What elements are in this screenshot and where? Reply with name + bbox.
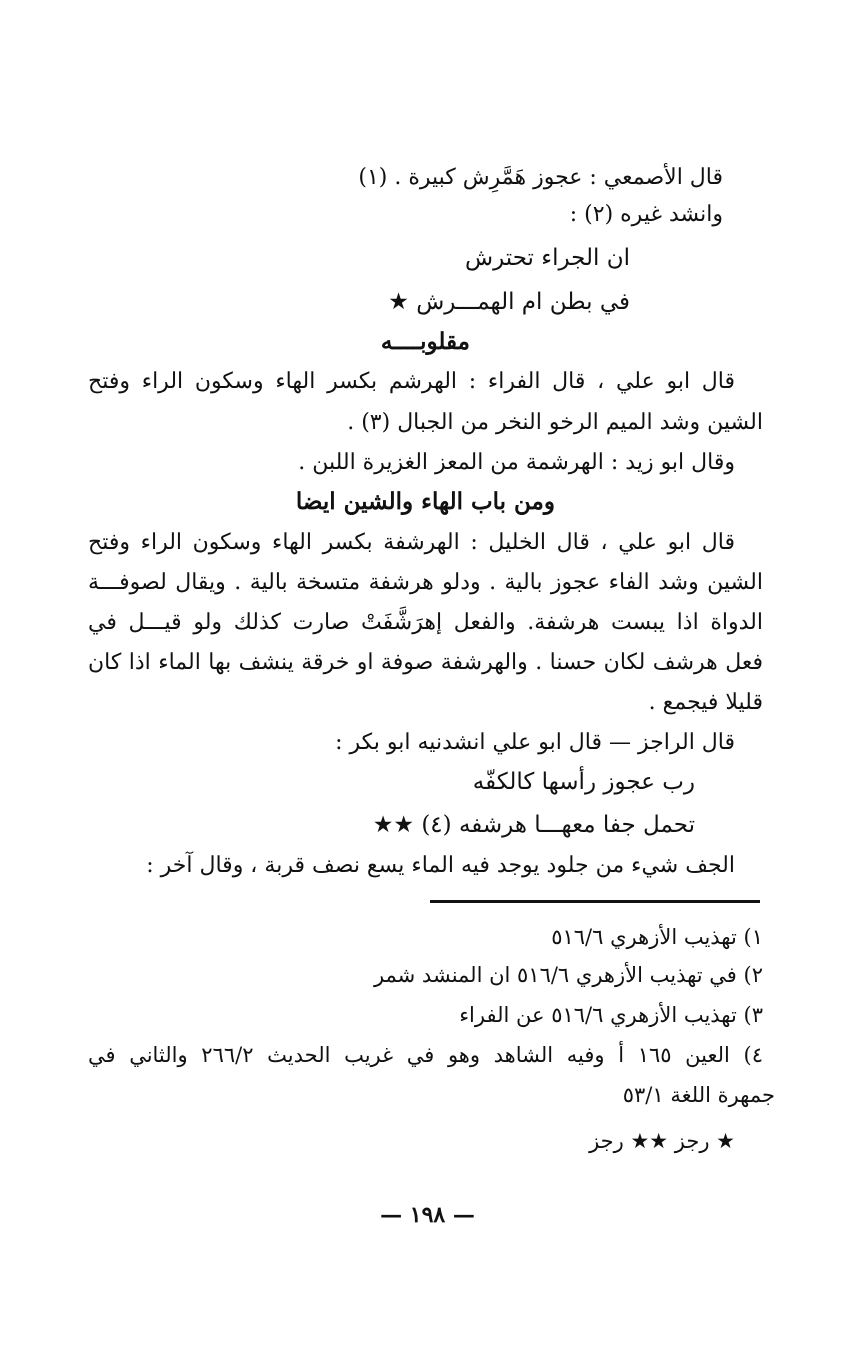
text-line: الجف شيء من جلود يوجد فيه الماء يسع نصف قربة ، وقال آخر :	[146, 853, 735, 878]
text-line: الشين وشد الفاء عجوز بالية . ودلو هرشفة متسخة بالية . ويقال لصوفـــة	[88, 570, 763, 595]
text-line: الشين وشد الميم الرخو النخر من الجبال (٣) .	[347, 410, 763, 435]
text-line: قليلا فيجمع .	[648, 690, 763, 715]
text-line: وانشد غيره (٢) :	[569, 202, 723, 227]
footnote-divider	[430, 900, 760, 903]
footnote: ١) تهذيب الأزهري ٥١٦/٦	[551, 925, 763, 949]
text-line: قال الراجز — قال ابو علي انشدنيه ابو بكر :	[335, 730, 735, 755]
text-line: قال ابو علي ، قال الخليل : الهرشفة بكسر الهاء وسكون الراء وفتح	[88, 530, 735, 555]
section-heading: مقلوبــــه	[380, 328, 470, 355]
text-line: فعل هرشف لكان حسنا . والهرشفة صوفة او خرقة ينشف بها الماء اذا كان	[88, 650, 763, 675]
verse-line: رب عجوز رأسها كالكفّه	[472, 769, 695, 795]
page-number: — ١٩٨ —	[380, 1202, 475, 1228]
footnote: جمهرة اللغة ٥٣/١	[622, 1083, 775, 1107]
verse-line: في بطن ام الهمـــرش ★	[388, 289, 630, 315]
footnote: ٤) العين ١٦٥ أ وفيه الشاهد وهو في غريب الحديث ٢٦٦/٢ والثاني في	[88, 1043, 763, 1067]
verse-line: تحمل جفا معهـــا هرشفه (٤) ★★	[372, 812, 695, 838]
meter-note: ★ رجز ★★ رجز	[589, 1129, 735, 1153]
text-line: الدواة اذا يبست هرشفة. والفعل إهرَشَّفَتْ صارت كذلك ولو قيـــل في	[88, 610, 763, 635]
text-line: قال الأصمعي : عجوز هَمَّرِش كبيرة . (١)	[358, 165, 723, 190]
verse-line: ان الجراء تحترش	[465, 245, 630, 271]
section-heading: ومن باب الهاء والشين ايضا	[295, 488, 555, 515]
footnote: ٢) في تهذيب الأزهري ٥١٦/٦ ان المنشد شمر	[373, 963, 763, 987]
text-line: وقال ابو زيد : الهرشمة من المعز الغزيرة اللبن .	[298, 450, 735, 475]
footnote: ٣) تهذيب الأزهري ٥١٦/٦ عن الفراء	[459, 1003, 763, 1027]
text-line: قال ابو علي ، قال الفراء : الهرشم بكسر الهاء وسكون الراء وفتح	[88, 369, 735, 394]
